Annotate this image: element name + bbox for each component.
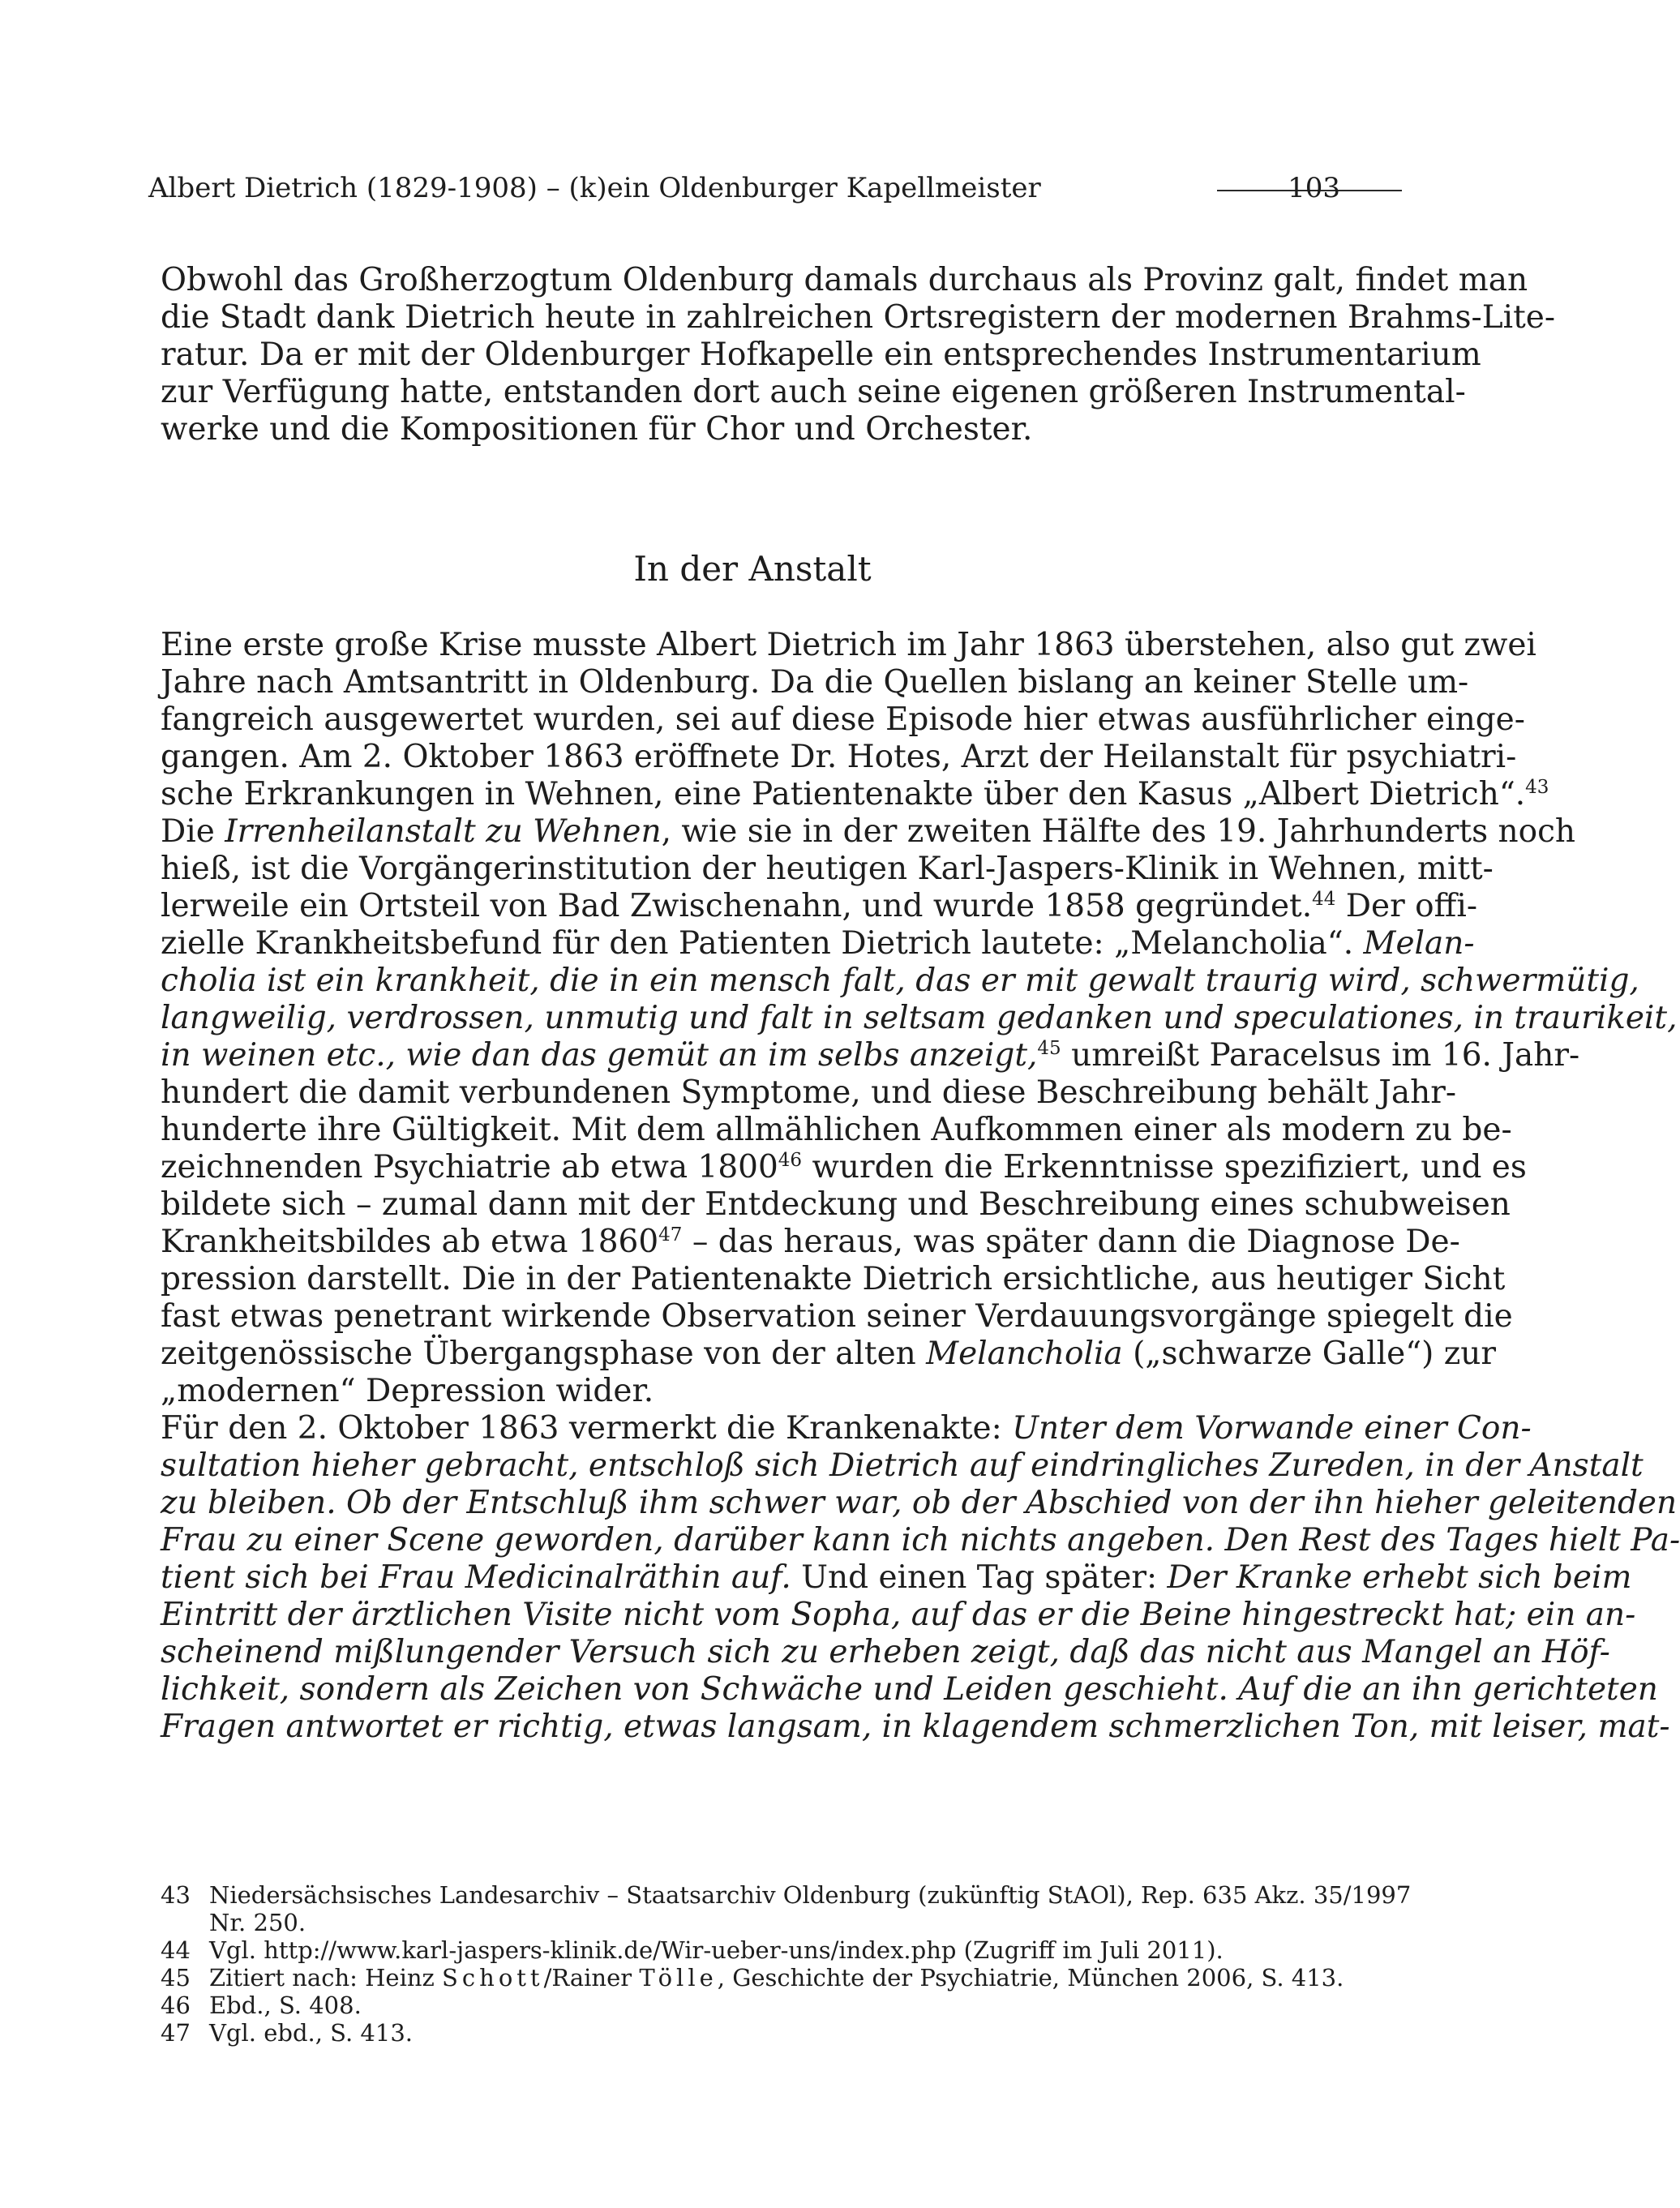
body-line: hunderte ihre Gültigkeit. Mit dem allmählichen Aufkommen einer als modern zu be- [161,1112,1512,1148]
body-line: gangen. Am 2. Oktober 1863 eröffnete Dr. Hotes, Arzt der Heilanstalt für psychiatri- [161,739,1517,775]
body-line: Jahre nach Amtsantritt in Oldenburg. Da die Quellen bislang an keiner Stelle um- [161,664,1469,701]
running-title: Albert Dietrich (1829-1908) – (k)ein Oldenburger Kapellmeister [148,172,1041,204]
body-line: sultation hieher gebracht, entschloß sich Dietrich auf eindringliches Zureden, in der Anstalt [161,1447,1644,1484]
body-line: fast etwas penetrant wirkende Observation seiner Verdauungsvorgänge spiegelt die [161,1298,1513,1335]
footnote-44: 44 Vgl. http://www.karl-jaspers-klinik.de/Wir-ueber-uns/index.php (Zugriff im Juli 2011). [161,1936,1224,1964]
body-line: tient sich bei Frau Medicinalräthin auf. Und einen Tag später: Der Kranke erhebt sich beim [161,1559,1632,1596]
section-heading: In der Anstalt [633,549,872,589]
body-line: Eine erste große Krise musste Albert Dietrich im Jahr 1863 überstehen, also gut zwei [161,627,1536,663]
body-line: zielle Krankheitsbefund für den Patienten Dietrich lautete: „Melancholia“. Melan- [161,925,1475,962]
intro-line: zur Verfügung hatte, entstanden dort auch seine eigenen größeren Instrumental- [161,374,1466,410]
body-line: fangreich ausgewertet wurden, sei auf diese Episode hier etwas ausführlicher einge- [161,701,1525,738]
body-line: Für den 2. Oktober 1863 vermerkt die Krankenakte: Unter dem Vorwande einer Con- [161,1410,1532,1447]
footnote-ref-43: 43 [1525,777,1549,798]
body-line: zeitgenössische Übergangsphase von der alten Melancholia („schwarze Galle“) zur [161,1336,1497,1372]
footnote-ref-44: 44 [1312,889,1336,910]
body-line: zu bleiben. Ob der Entschluß ihm schwer war, ob der Abschied von der ihn hieher geleitenden [161,1485,1678,1521]
footnote-ref-46: 46 [778,1150,803,1171]
intro-line: ratur. Da er mit der Oldenburger Hofkapelle ein entsprechendes Instrumentarium [161,337,1481,373]
body-line: hieß, ist die Vorgängerinstitution der heutigen Karl-Jaspers-Klinik in Wehnen, mitt- [161,851,1494,887]
footnote-ref-47: 47 [658,1224,683,1245]
body-line: lerweile ein Ortsteil von Bad Zwischenahn, und wurde 1858 gegründet.$^{44}$ Der offi- [161,888,1477,924]
body-line: lichkeit, sondern als Zeichen von Schwäche und Leiden geschieht. Auf die an ihn gerichteten [161,1671,1658,1708]
page-number: 103 [1288,172,1340,204]
body-line: in weinen etc., wie dan das gemüt an im selbs anzeigt,$^{45}$ umreißt Paracelsus im 16. Jahr- [161,1037,1580,1074]
footnote-43: 43 Niedersächsisches Landesarchiv – Staatsarchiv Oldenburg (zukünftig StAOl), Rep. 635 Akz. 35/1997 Nr. 250. [161,1881,1412,1936]
body-line: scheinend mißlungender Versuch sich zu erheben zeigt, daß das nicht aus Mangel an Höf- [161,1634,1610,1670]
footnote-47: 47 Vgl. ebd., S. 413. [161,2019,414,2047]
body-line: Eintritt der ärztlichen Visite nicht vom Sopha, auf das er die Beine hingestreckt hat; ein an- [161,1597,1636,1633]
body-line: sche Erkrankungen in Wehnen, eine Patientenakte über den Kasus „Albert Dietrich“.$^{43}$ [161,776,1549,812]
body-line: Krankheitsbildes ab etwa 1860$^{47}$ – das heraus, was später dann die Diagnose De- [161,1224,1460,1260]
intro-line: Obwohl das Großherzogtum Oldenburg damals durchaus als Provinz galt, findet man [161,262,1528,298]
body-line: langweilig, verdrossen, unmutig und falt in seltsam gedanken und speculationes, in traurikeit, [161,1000,1678,1036]
body-line: Die Irrenheilanstalt zu Wehnen, wie sie in der zweiten Hälfte des 19. Jahrhunderts noch [161,813,1576,850]
body-line: Frau zu einer Scene geworden, darüber kann ich nichts angeben. Den Rest des Tages hielt Pa- [161,1522,1680,1558]
body-line: Fragen antwortet er richtig, etwas langsam, in klagendem schmerzlichen Ton, mit leiser, mat- [161,1709,1670,1745]
body-line: hundert die damit verbundenen Symptome, und diese Beschreibung behält Jahr- [161,1074,1457,1111]
body-line: bildete sich – zumal dann mit der Entdeckung und Beschreibung eines schubweisen [161,1186,1511,1223]
running-header [148,168,1340,208]
intro-line: werke und die Kompositionen für Chor und Orchester. [161,411,1033,448]
body-line: pression darstellt. Die in der Patientenakte Dietrich ersichtliche, aus heutiger Sicht [161,1261,1506,1297]
footnote-45: 45 Zitiert nach: Heinz Schott/Rainer Tölle, Geschichte der Psychiatrie, München 2006, S. 413. [161,1964,1344,1991]
body-line: cholia ist ein krankheit, die in ein mensch falt, das er mit gewalt traurig wird, schwermütig, [161,963,1639,999]
body-line: „modernen“ Depression wider. [161,1373,654,1409]
body-line: zeichnenden Psychiatrie ab etwa 1800$^{46}$ wurden die Erkenntnisse spezifiziert, und es [161,1149,1527,1185]
footnote-ref-45: 45 [1037,1038,1061,1059]
intro-line: die Stadt dank Dietrich heute in zahlreichen Ortsregistern der modernen Brahms-Lite- [161,299,1555,336]
footnote-46: 46 Ebd., S. 408. [161,1991,362,2019]
